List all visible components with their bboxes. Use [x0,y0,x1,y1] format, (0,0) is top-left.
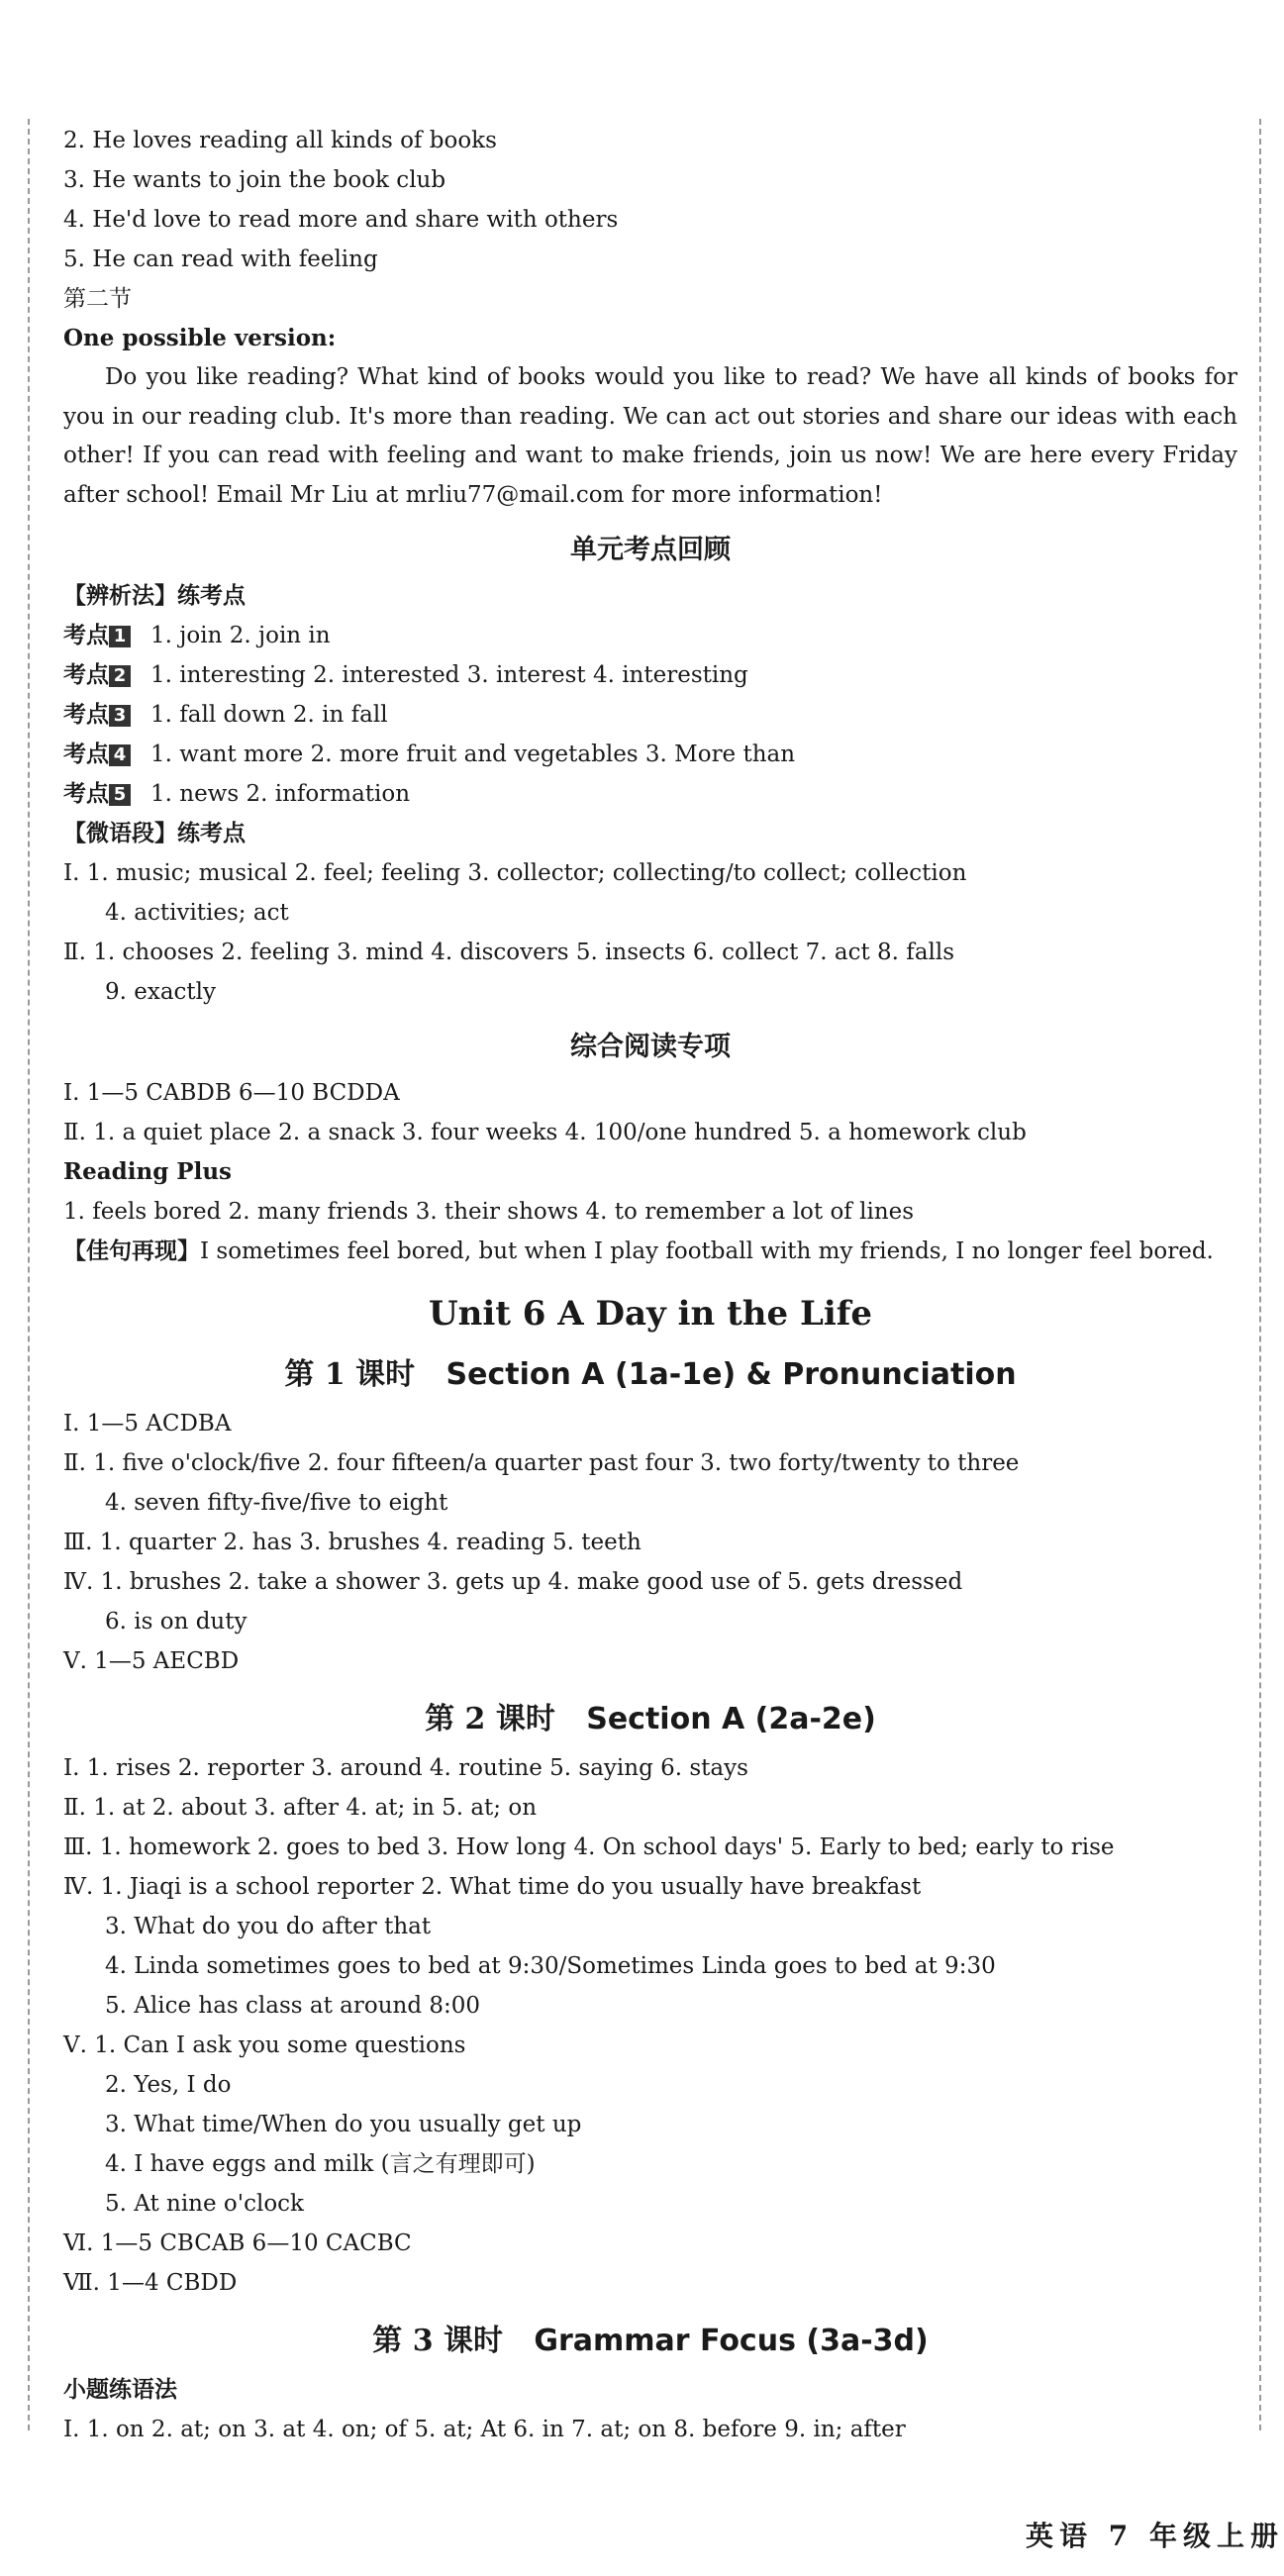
best-sentence-text: I sometimes feel bored, but when I play football with my friends, I no longer feel bored. [200,1238,1214,1264]
answer-line: 3. He wants to join the book club [63,167,446,193]
answer-line: Ⅵ. 1—5 CBCAB 6—10 CACBC [63,2230,412,2256]
answer-line: 6. is on duty [105,1609,247,1635]
answer-line: Ⅳ. 1. Jiaqi is a school reporter 2. What time do you usually have breakfast [63,1874,922,1900]
key-point-row [63,774,1237,814]
key-point-number: 4 [109,744,131,766]
answer-line: Ⅴ. 1—5 AECBD [63,1648,240,1674]
reading-plus-label: Reading Plus [63,1158,232,1185]
key-point-word: 考点 [63,701,109,728]
answer-line: Ⅱ. 1. chooses 2. feeling 3. mind 4. discovers 5. insects 6. collect 7. act 8. falls [63,940,955,965]
key-point-answers: 1. join 2. join in [150,623,331,648]
answer-line: 2. Yes, I do [105,2072,232,2098]
lesson-title [63,1691,1237,1748]
lesson-section: Section A (2a-2e) [586,1702,876,1736]
reading-section-title: 综合阅读专项 [570,1032,731,1062]
key-point-word: 考点 [63,741,109,767]
answer-line: 2. He loves reading all kinds of books [63,128,497,153]
answer-line: Ⅱ. 1. five o'clock/five 2. four fifteen/a quarter past four 3. two forty/twenty to three [63,1450,1020,1476]
micro-heading: 【微语段】练考点 [63,820,246,846]
answer-line: Ⅲ. 1. homework 2. goes to bed 3. How long 4. On school days' 5. Early to bed; early to rise [63,1834,1115,1860]
key-point-row [63,655,1237,695]
answer-line: Ⅰ. 1. rises 2. reporter 3. around 4. routine 5. saying 6. stays [63,1755,748,1781]
key-point-answers: 1. news 2. information [150,781,411,807]
key-point-row [63,616,1237,655]
lesson-title [63,2313,1237,2370]
answer-line: 9. exactly [105,979,217,1005]
sample-passage: Do you like reading? What kind of books would you like to read? We have all kinds of books for you in our reading club. It's more than reading. We can act out stories and share our ideas with each other! If you can read with feeling and want to make friends, join us now! We are here every Friday after school! Email Mr Liu at mrliu77@mail.com for more information! [63,364,1237,508]
answer-line: 4. He'd love to read more and share with others [63,207,619,233]
answer-line: Ⅲ. 1. quarter 2. has 3. brushes 4. reading 5. teeth [63,1530,642,1555]
key-point-word: 考点 [63,780,109,807]
answer-line: Ⅰ. 1—5 CABDB 6—10 BCDDA [63,1080,400,1106]
answer-line: Ⅱ. 1. at 2. about 3. after 4. at; in 5. at; on [63,1795,538,1821]
left-binding-dashed-line [28,119,30,2430]
best-sentence-label: 【佳句再现】 [63,1238,200,1264]
key-point-row [63,695,1237,735]
answer-line: 3. What time/When do you usually get up [105,2112,582,2137]
key-point-number: 1 [109,626,131,647]
key-point-answers: 1. want more 2. more fruit and vegetables 3. More than [150,742,796,767]
lesson-number: 第 3 课时 [372,2324,504,2358]
key-point-row [63,735,1237,774]
answer-line: 4. seven fifty-five/five to eight [105,1490,448,1516]
grammar-practice-heading: 小题练语法 [63,2376,177,2403]
answer-line: 5. At nine o'clock [105,2191,304,2217]
right-binding-dashed-line [1259,119,1261,2430]
key-point-number: 2 [109,665,131,687]
key-point-number: 5 [109,784,131,806]
best-sentence-line [63,1232,1237,1271]
unit-title: Unit 6 A Day in the Life [428,1294,873,1334]
answer-line: Ⅰ. 1. on 2. at; on 3. at 4. on; of 5. at; At 6. in 7. at; on 8. before 9. in; after [63,2417,906,2442]
answer-line: 3. What do you do after that [105,1914,432,1939]
answer-line: Ⅰ. 1—5 ACDBA [63,1411,232,1437]
analysis-heading: 【辨析法】练考点 [63,582,246,609]
answer-line: Ⅴ. 1. Can I ask you some questions [63,2032,466,2058]
answer-line: 5. He can read with feeling [63,247,378,272]
answer-line: 1. feels bored 2. many friends 3. their shows 4. to remember a lot of lines [63,1199,915,1225]
lesson-section: Grammar Focus (3a-3d) [534,2324,929,2358]
answer-line: Ⅰ. 1. music; musical 2. feel; feeling 3. collector; collecting/to collect; collection [63,860,967,886]
answer-line: 5. Alice has class at around 8:00 [105,1993,481,2019]
review-section-title: 单元考点回顾 [570,535,731,565]
version-label: One possible version: [63,325,337,351]
answer-line: Ⅱ. 1. a quiet place 2. a snack 3. four weeks 4. 100/one hundred 5. a homework club [63,1120,1027,1145]
footer-book-label: 英语 7 年级上册 [1026,2520,1284,2552]
answer-line: 4. activities; act [105,900,289,926]
key-point-number: 3 [109,705,131,727]
answer-content [63,121,1237,2449]
key-point-word: 考点 [63,661,109,688]
lesson-section: Section A (1a-1e) & Pronunciation [445,1357,1017,1392]
key-point-word: 考点 [63,622,109,648]
lesson-title [63,1346,1237,1404]
answer-line: 4. I have eggs and milk (言之有理即可) [105,2151,536,2177]
answer-line: Ⅶ. 1—4 CBDD [63,2270,238,2296]
lesson-number: 第 2 课时 [425,1702,555,1736]
answer-line: 4. Linda sometimes goes to bed at 9:30/Sometimes Linda goes to bed at 9:30 [105,1953,996,1979]
key-point-answers: 1. fall down 2. in fall [150,702,388,728]
lesson-number: 第 1 课时 [284,1357,416,1392]
answer-line: Ⅳ. 1. brushes 2. take a shower 3. gets up 4. make good use of 5. gets dressed [63,1569,963,1595]
part-two-label: 第二节 [63,286,132,312]
key-point-answers: 1. interesting 2. interested 3. interest 4. interesting [150,662,748,688]
